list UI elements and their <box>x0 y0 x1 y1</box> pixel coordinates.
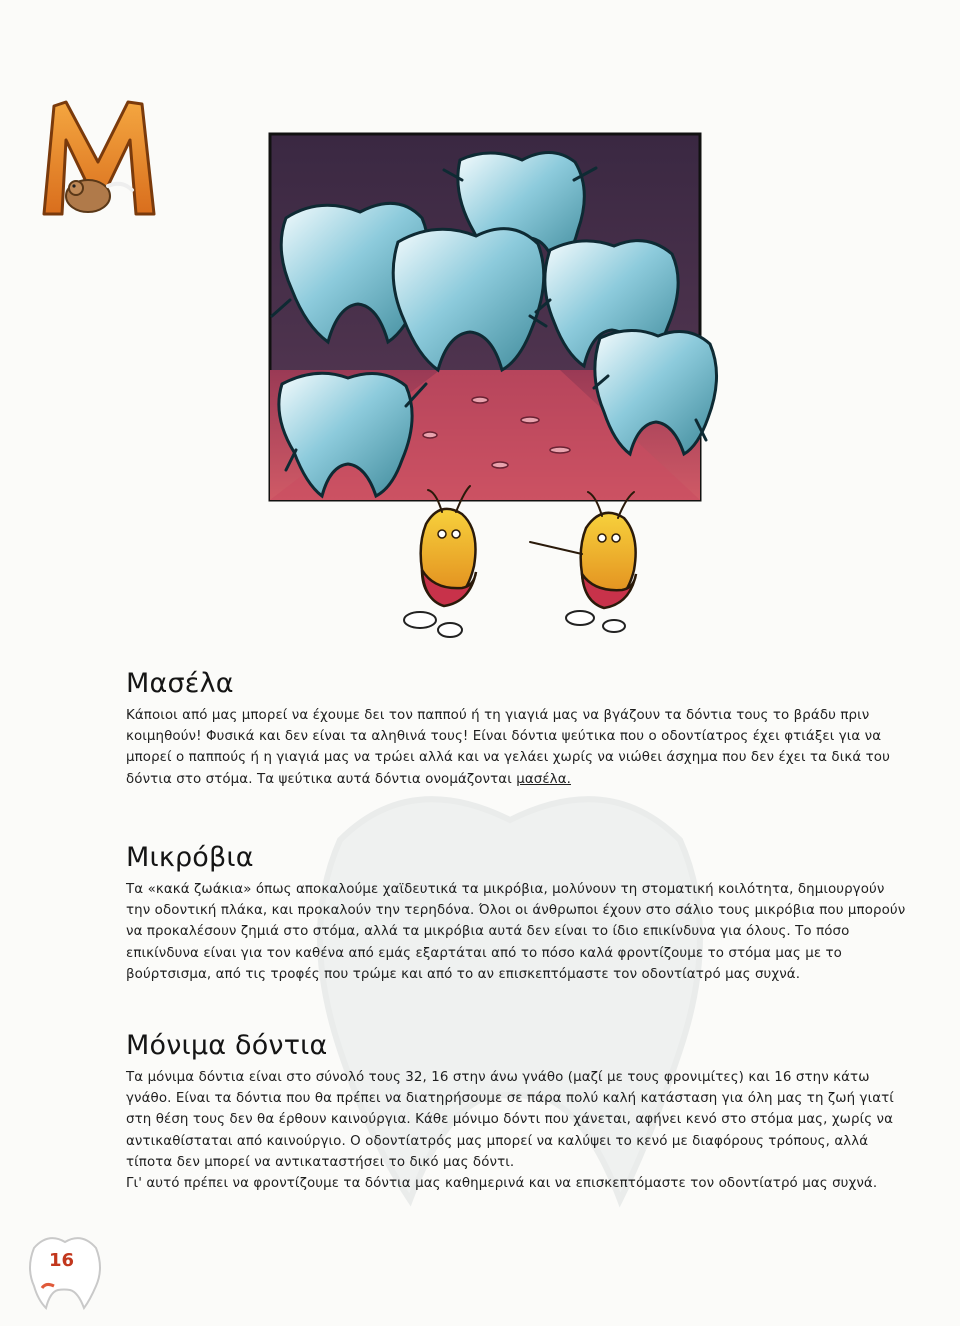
underlined-term: μασέλα. <box>516 771 571 787</box>
section-text: Κάποιοι από μας μπορεί να έχουμε δει τον παππού ή τη γιαγιά μας να βγάζουν τα δόντια τους το βράδυ πριν κοιμηθούν! Φυσικά και δεν είναι τα αληθινά τους! Είναι δόντια ψεύτικα που ο οδοντίατρος έχει φτιάξει για να μπορεί ο παππούς ή η γιαγιά μας να τρώει αλλά και να γελάει χωρίς να νιώθει άσχημα που δεν έχει τα δικά του δόντια στο στόμα. Τα ψεύτικα αυτά δόντια ονομάζονται <box>126 708 890 787</box>
section-body <box>126 705 906 790</box>
page-number: 16 <box>49 1250 75 1271</box>
section-body-2: Γι' αυτό πρέπει να φροντίζουμε τα δόντια μας καθημερινά και να επισκεπτόμαστε τον οδοντίατρό μας συχνά. <box>126 1176 878 1192</box>
section-mikrovia <box>126 842 906 985</box>
section-maseла <box>126 668 906 790</box>
marching-teeth-illustration <box>230 120 770 660</box>
section-body: Τα «κακά ζωάκια» όπως αποκαλούμε χαϊδευτικά τα μικρόβια, μολύνουν τη στοματική κοιλότητα, δημιουργούν την οδοντική πλάκα, και προκαλούν την τερηδόνα. Όλοι οι άνθρωποι έχουν στο σάλιο τους μικρόβια που μπορούν να προκαλέσουν ζημιά στο στόμα, αλλά τα μικρόβια αυτά δεν είναι το ίδιο επικίνδυνα για όλους. Το πόσο επικίνδυνα είναι για τον καθένα από εμάς εξαρτάται από το πόσο καλά φροντίζουμε το στόμα μας με το βούρτσισμα, από τις τροφές που τρώμε και από το αν επισκεπτόμαστε τον οδοντίατρό μας συχνά. <box>126 882 906 982</box>
section-body: Τα μόνιμα δόντια είναι στο σύνολό τους 32, 16 στην άνω γνάθο (μαζί με τους φρονιμίτες) και 16 στην κάτω γνάθο. Είναι τα δόντια που θα πρέπει να διατηρήσουμε σε πάρα πολύ καλή κατάσταση για όλη μας τη ζωή γιατί στη θέση τους δεν θα έρθουν καινούργια. Κάθε μόνιμο δόντι που χάνεται, αφήνει κενό στο στόμα μας, χωρίς να αντικαθίσταται από καινούργιο. Ο οδοντίατρός μας μπορεί να καλύψει το κενό με διαφόρους τρόπους, αλλά τίποτα δεν μπορεί να αντικαταστήσει το δικό μας δόντι. <box>126 1070 894 1170</box>
section-title: Μασέλα <box>126 668 234 699</box>
section-title: Μόνιμα δόντια <box>126 1030 328 1061</box>
section-title: Μικρόβια <box>126 842 254 873</box>
letter-m-icon <box>36 92 166 222</box>
section-monima-dontia <box>126 1030 906 1194</box>
